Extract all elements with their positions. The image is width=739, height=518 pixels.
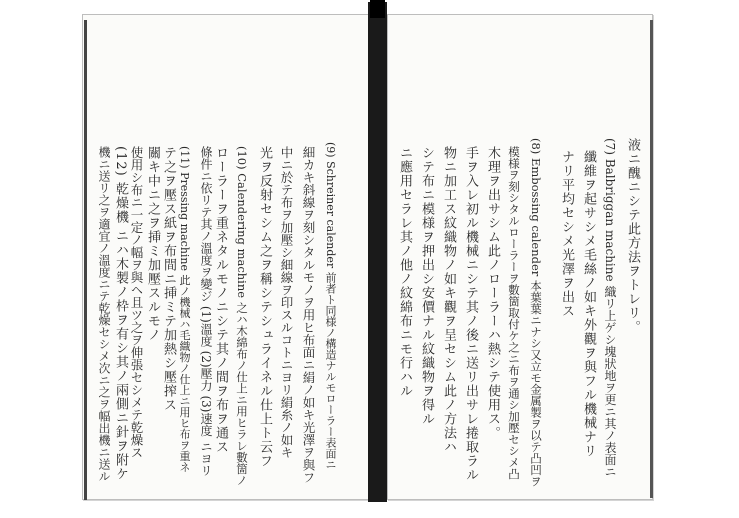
left-line-3: 中ニ於テ布ヲ加壓シ細線ヲ印スルコトニヨリ絹糸ノ如キ bbox=[279, 146, 294, 459]
right-line-11: ニ應用セラレ其ノ他ノ紋綿布ニモ行ハル bbox=[397, 146, 412, 398]
left-line-10: 關キ中ニ之ヲ挿ミ加壓スルモノ bbox=[145, 146, 160, 342]
right-page-edge bbox=[650, 20, 653, 498]
left-page-edge bbox=[84, 20, 87, 500]
left-line-9: テ之ヲ壓ス紙ヲ布間ニ挿ミテ加熱シ壓搾ス bbox=[161, 146, 176, 412]
gutter-binding-tab bbox=[370, 0, 385, 18]
right-line-7: 木理ヲ出サシム此ノローラーハ熱シテ使用ス。 bbox=[485, 146, 500, 440]
right-line-3: 纖維ヲ起サシメ毛絲ノ如キ外觀ヲ與フル機械ナリ bbox=[581, 150, 596, 458]
left-line-2: 細カキ斜線ヲ刻シタルモノヲ用ヒ布面ニ絹ノ如キ光澤ヲ與フ bbox=[301, 146, 316, 484]
right-line-1: 液ニ醜ニシテ此方法ヲトレリ。 bbox=[625, 138, 640, 334]
right-line-8: 手ヲ入レ初ル機械ニシテ其ノ後ニ送リ出サレ捲取ラル bbox=[463, 146, 478, 482]
left-line-5: (10) Calendering machine 之ハ木綿布ノ仕上ニ用ヒラレ數箇ノ bbox=[235, 146, 249, 486]
left-line-8: (11) Pressing machine 此ノ機械ハ毛織物ノ仕上ニ用ヒ布ヲ重ネ bbox=[178, 146, 191, 473]
book-gutter bbox=[368, 2, 387, 502]
left-line-6: ローラーヲ重ネタルモノニシテ其ノ間ヲ布ヲ通ス bbox=[213, 146, 228, 454]
right-line-9: 物ニ加工ス紋織物ノ如キ觀ヲ呈セシム此ノ方法ハ bbox=[441, 146, 456, 454]
right-line-4: ナリ平均セシメ光澤ヲ出ス bbox=[559, 150, 574, 318]
left-line-1: (9) Schreiner calender 前者ト同様ノ構造ナルモローラー表面ニ bbox=[324, 142, 337, 470]
left-line-11: 使用シ布ニ一定ノ幅ヲ與ヘ且ツ之ヲ伸張セシメテ乾燥ス bbox=[129, 146, 144, 459]
right-line-6: 模様ヲ刻シタルローラーヲ數箇取付ケ之ニ布ヲ通シ加壓セシメ凸 bbox=[507, 146, 521, 480]
left-line-13: 機ニ送リ之ヲ適宜ノ溫度ニテ乾燥セシメ次ニ之ヲ幅出機ニ送ル bbox=[97, 146, 111, 482]
left-line-7: 條件ニ依リテ其ノ溫度ヲ變ジ (1)溫度 (2)壓力 (3)速度 ニヨリ bbox=[199, 146, 213, 477]
left-line-4: 光ヲ反射セシム之ヲ稱シテシュライネル仕上ト云フ bbox=[257, 146, 272, 468]
right-line-2: (7) Balbriggan machine 織リ上ゲシ塊狀地ヲ更ニ其ノ表面ニ bbox=[603, 138, 617, 478]
left-line-12: (12) 乾燥機 ニハ木製ノ枠ヲ有シ其ノ兩側ニ針ヲ附ケ bbox=[113, 146, 128, 481]
right-line-10: シテ布ニ模様ヲ押出シ安價ナル紋織物ヲ得ル bbox=[419, 146, 434, 426]
right-line-5: (8) Embossing calender 本葉葉ニナシ又立モ金属製ヲ以テ凸凹ヲ bbox=[529, 138, 543, 487]
